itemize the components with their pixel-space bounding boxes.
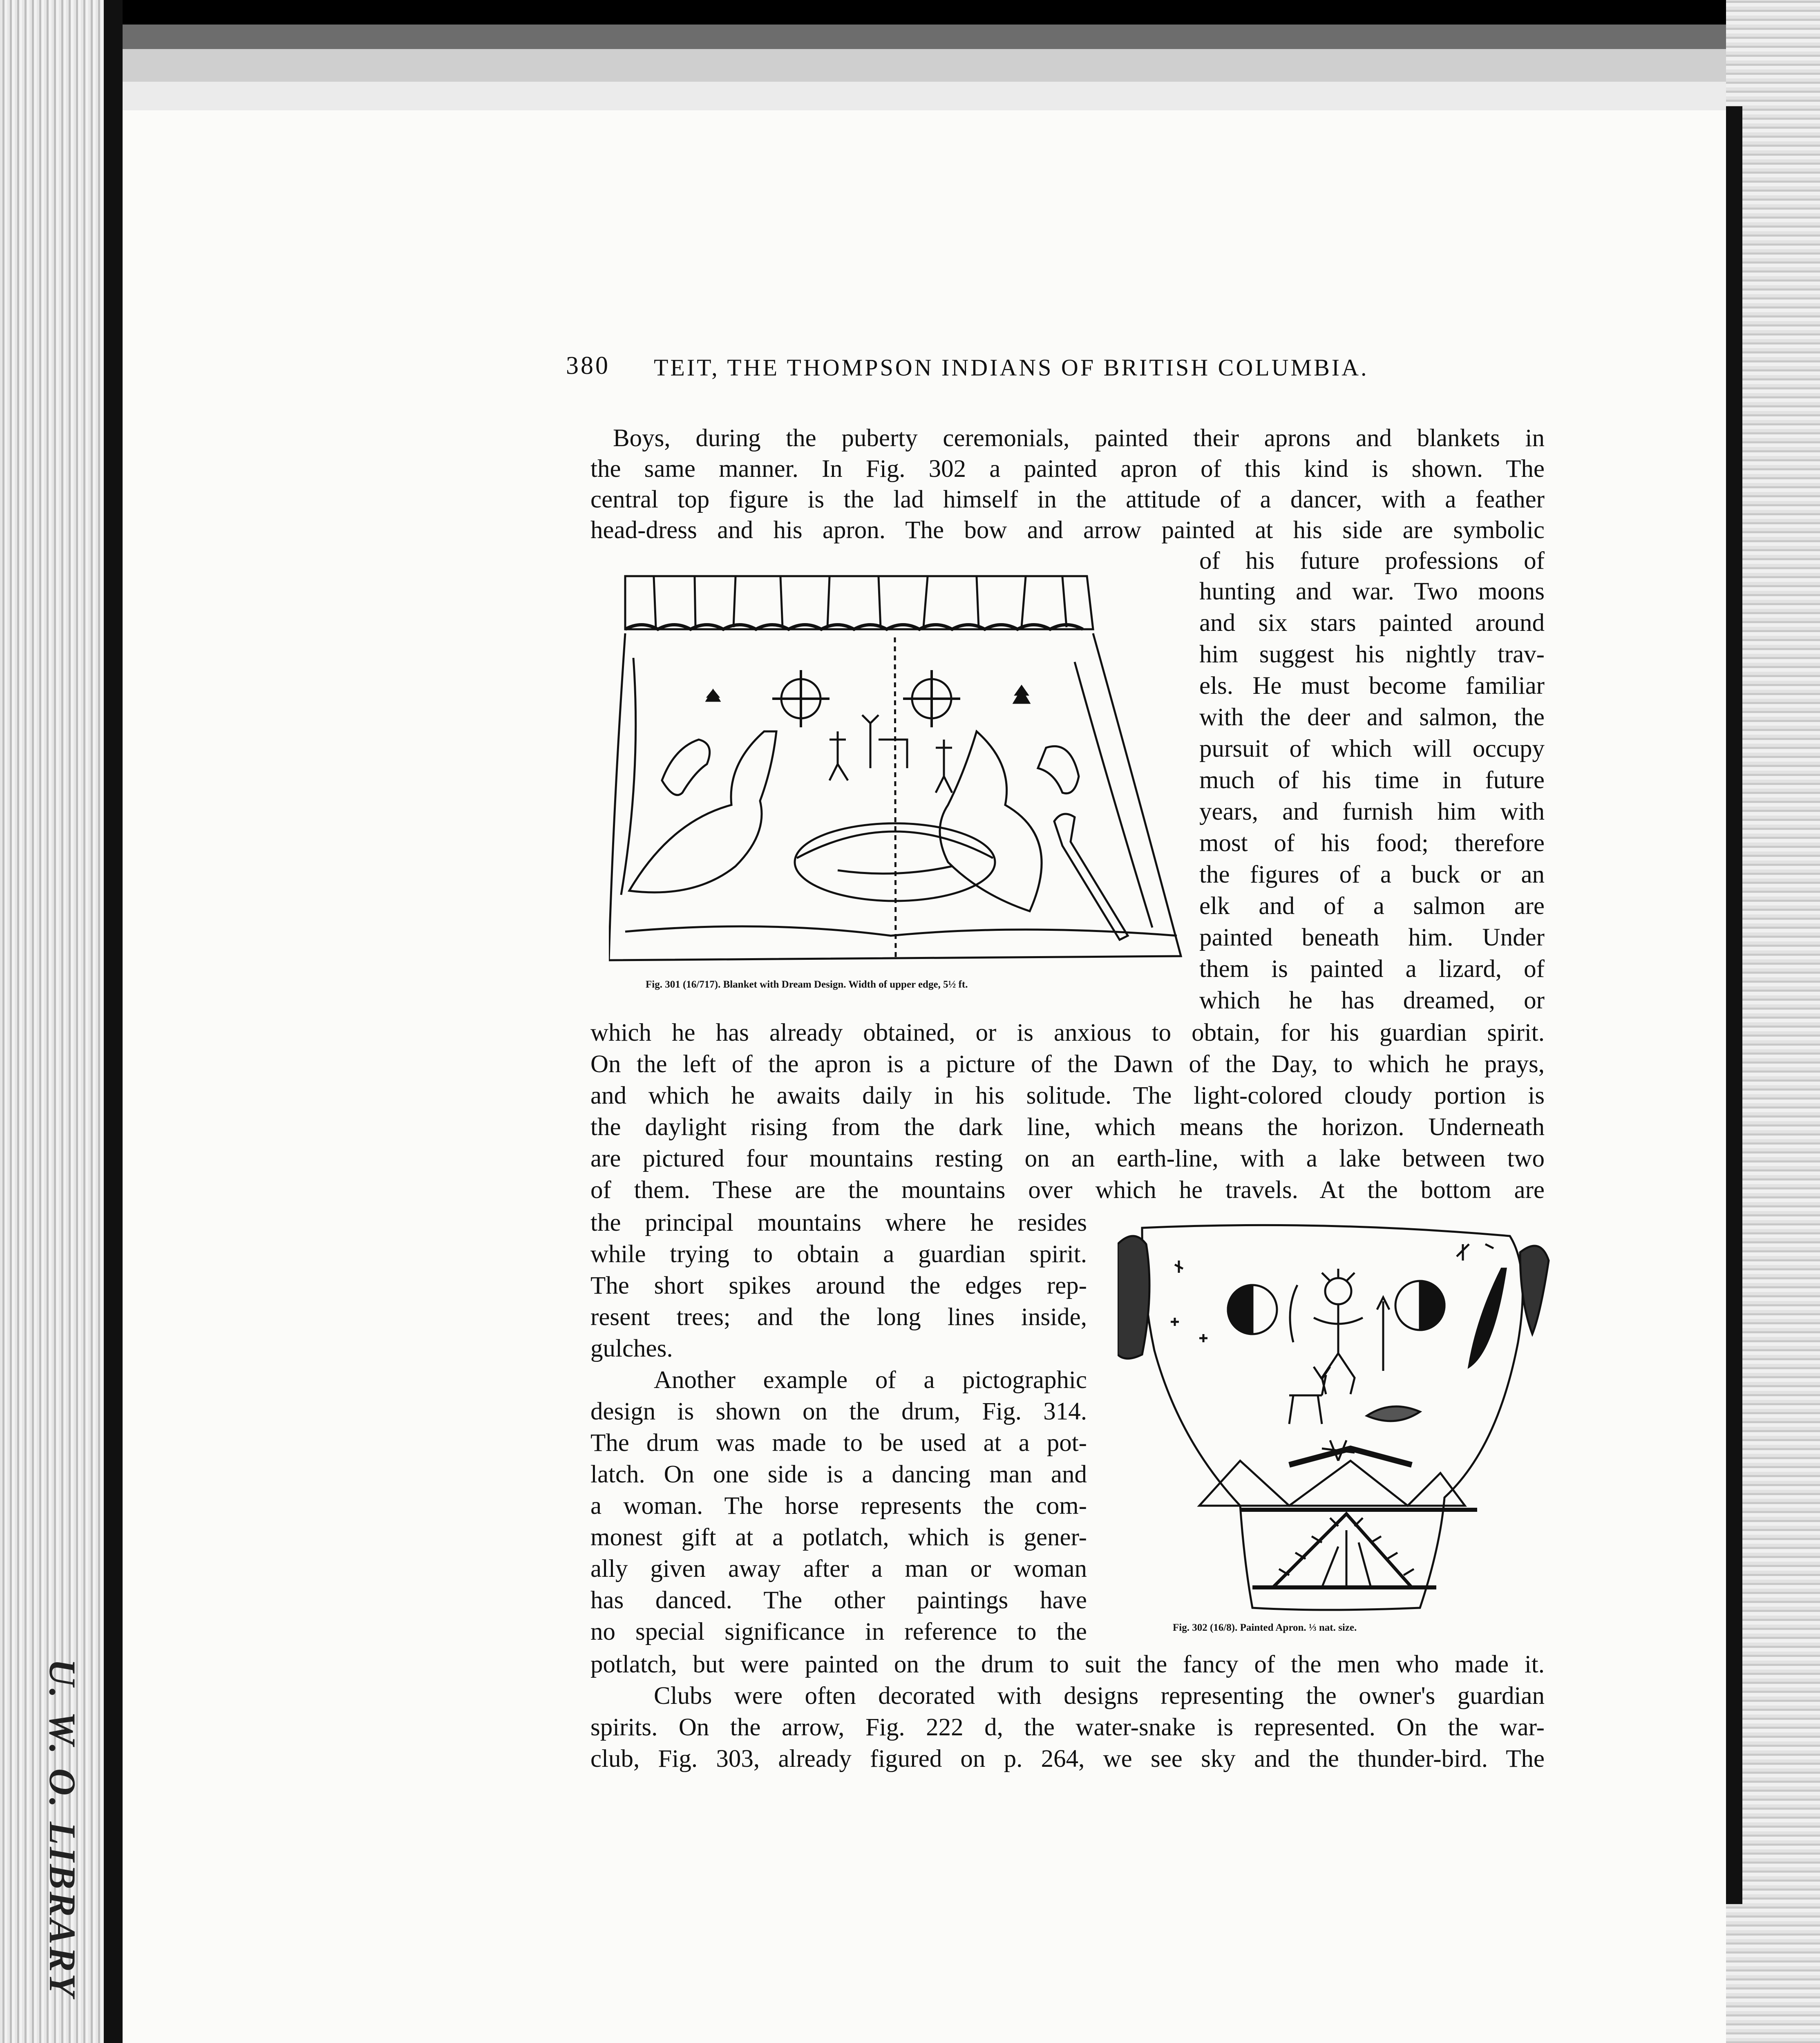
figure-302-apron [1118,1220,1551,1620]
text-line: which he has already obtained, or is anxious to obtain, for his guardian spirit. [590,1019,1545,1046]
text-line: club, Fig. 303, already figured on p. 264, we see sky and the thunder-bird. The [590,1745,1545,1773]
text-line: latch. On one side is a dancing man and [590,1461,1087,1488]
text-line: with the deer and salmon, the [1199,704,1545,731]
text-line: gulches. [590,1335,673,1362]
text-line: The drum was made to be used at a pot- [590,1429,1087,1457]
text-line: and six stars painted around [1199,609,1545,637]
text-line: On the left of the apron is a picture of the Dawn of the Day, to which he prays, [590,1051,1545,1078]
text-line: potlatch, but were painted on the drum to suit the fancy of the men who made it. [590,1651,1545,1678]
text-line: while trying to obtain a guardian spirit. [590,1241,1087,1268]
text-line: much of his time in future [1199,767,1545,794]
text-line: elk and of a salmon are [1199,892,1545,920]
text-line: design is shown on the drum, Fig. 314. [590,1398,1087,1425]
text-line: resent trees; and the long lines inside, [590,1303,1087,1331]
library-stamp: U. W. O. LIBRARY [42,1659,83,1999]
text-line: a woman. The horse represents the com- [590,1492,1087,1520]
text-line: spirits. On the arrow, Fig. 222 d, the water-snake is represented. On the war- [590,1714,1545,1741]
text-line: pursuit of which will occupy [1199,735,1545,762]
scan-border-top [123,0,1820,110]
figure-301-caption: Fig. 301 (16/717). Blanket with Dream Design. Width of upper edge, 5½ ft. [646,979,968,990]
text-line: him suggest his nightly trav- [1199,641,1545,668]
text-line: The short spikes around the edges rep- [590,1272,1087,1299]
text-line: of them. These are the mountains over which he travels. At the bottom are [590,1176,1545,1204]
text-line: els. He must become familiar [1199,672,1545,700]
text-line: the principal mountains where he resides [590,1209,1087,1236]
text-line: of his future professions of [1199,547,1545,574]
text-line: years, and furnish him with [1199,798,1545,825]
text-line: Another example of a pictographic [654,1366,1087,1394]
text-line: central top figure is the lad himself in the attitude of a dancer, with a feather [590,486,1545,513]
text-line: which he has dreamed, or [1199,987,1545,1014]
text-line: Clubs were often decorated with designs representing the owner's guardian [654,1682,1545,1710]
figure-302-caption: Fig. 302 (16/8). Painted Apron. ⅓ nat. size. [1173,1622,1357,1633]
text-line: are pictured four mountains resting on an earth-line, with a lake between two [590,1145,1545,1172]
text-line: and which he awaits daily in his solitude. The light-colored cloudy portion is [590,1082,1545,1109]
text-line: the daylight rising from the dark line, which means the horizon. Underneath [590,1113,1545,1141]
text-line: them is painted a lizard, of [1199,955,1545,983]
text-line: has danced. The other paintings have [590,1587,1087,1614]
figure-301-blanket [609,568,1185,977]
text-line: hunting and war. Two moons [1199,578,1545,605]
running-head [566,351,1432,396]
text-line: monest gift at a potlatch, which is gener- [590,1524,1087,1551]
text-line: the figures of a buck or an [1199,861,1545,888]
text-line: the same manner. In Fig. 302 a painted apron of this kind is shown. The [590,455,1545,483]
text-line: Boys, during the puberty ceremonials, painted their aprons and blankets in [613,425,1545,452]
text-line: head-dress and his apron. The bow and arrow painted at his side are symbolic [590,516,1545,544]
text-line: ally given away after a man or woman [590,1555,1087,1583]
text-line: most of his food; therefore [1199,829,1545,857]
page-number: 380 [566,352,610,380]
scan-border-right [1726,0,1820,2043]
running-title: TEIT, THE THOMPSON INDIANS OF BRITISH COLUMBIA. [654,354,1369,381]
text-line: no special significance in reference to the [590,1618,1087,1645]
text-line: painted beneath him. Under [1199,924,1545,951]
